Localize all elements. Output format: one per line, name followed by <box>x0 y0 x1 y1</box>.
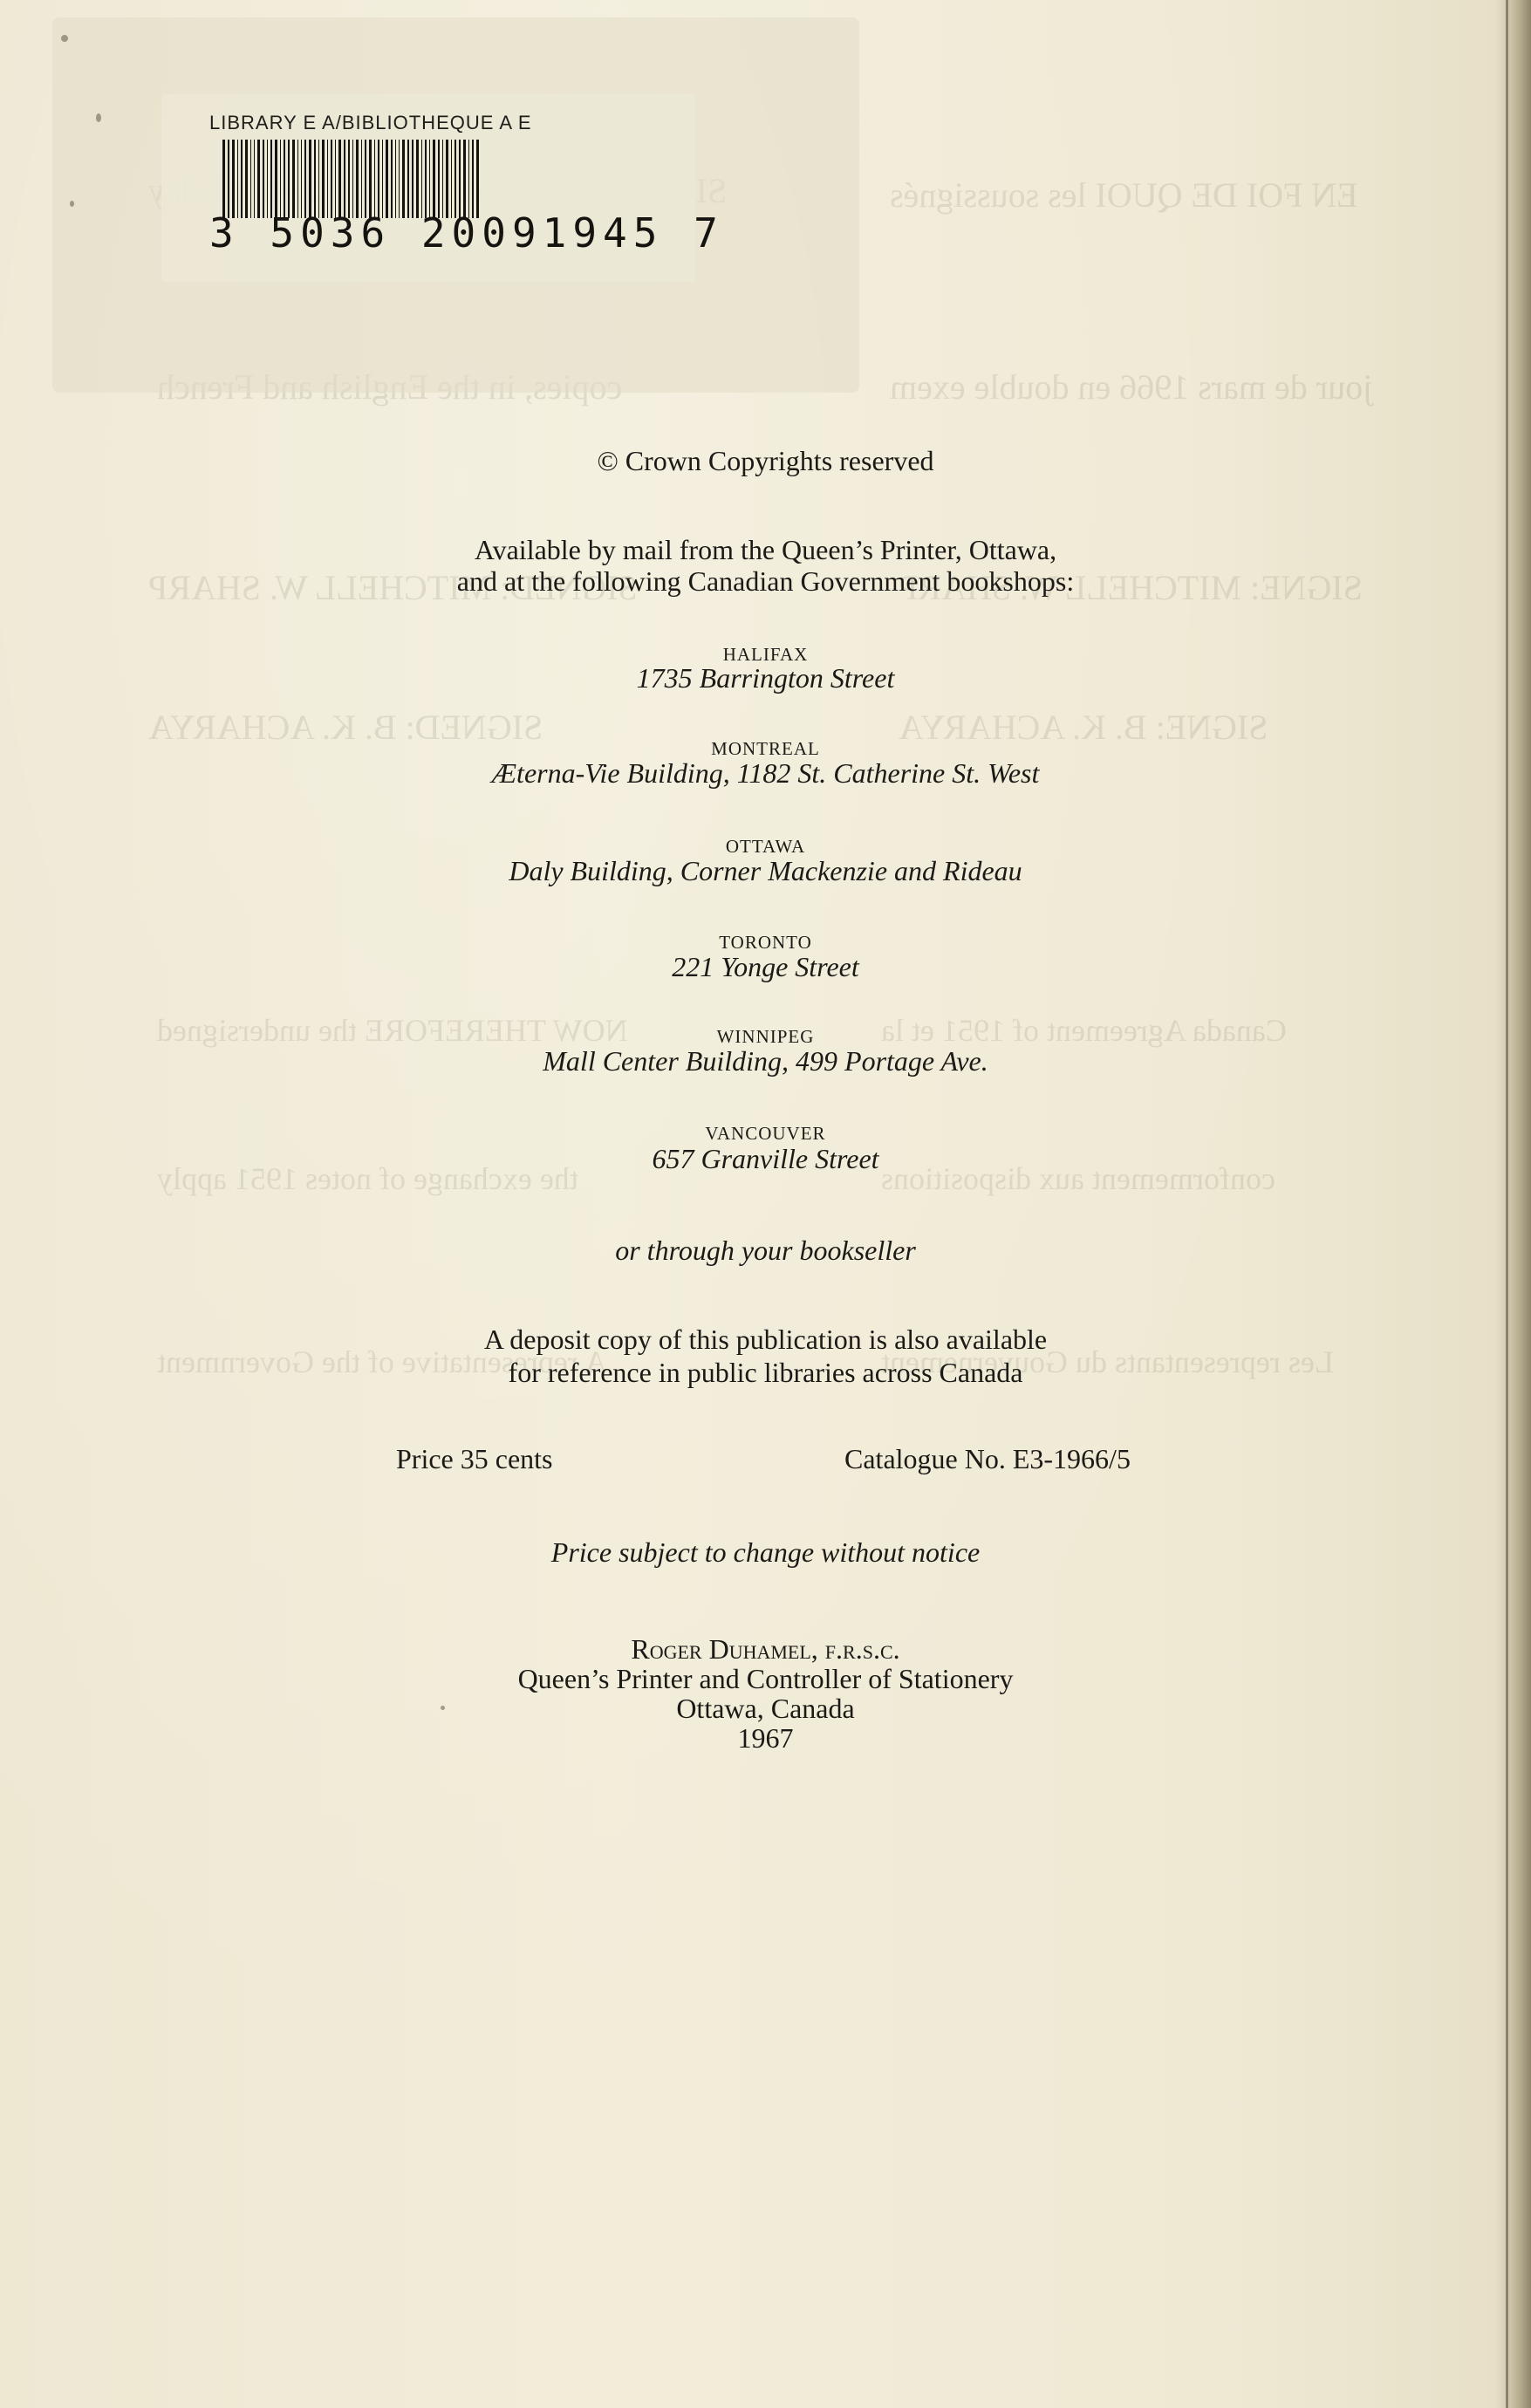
bookshop-city-halifax: HALIFAX <box>722 644 809 665</box>
barcode-bar <box>407 140 409 218</box>
bookshop-address-montreal: Æterna-Vie Building, 1182 St. Catherine St. West <box>491 757 1040 789</box>
barcode-bar <box>267 140 268 218</box>
bookshop-address-ottawa: Daly Building, Corner Mackenzie and Rideau <box>509 855 1022 886</box>
publication-year: 1967 <box>737 1722 794 1754</box>
barcode-bar <box>318 140 319 218</box>
barcode-bar <box>232 140 235 218</box>
barcode-bar <box>241 140 243 218</box>
barcode-bar <box>378 140 379 218</box>
barcode-bar <box>304 140 306 218</box>
availability-line-1: Available by mail from the Queen’s Printer, Ottawa, <box>474 534 1057 565</box>
book-spine-edge <box>1494 0 1531 2408</box>
barcode-bar <box>386 140 388 218</box>
barcode-bar <box>245 140 248 218</box>
deposit-line-2: for reference in public libraries across Canada <box>508 1357 1023 1388</box>
barcode-bar <box>361 140 362 218</box>
bookseller-note: or through your bookseller <box>615 1235 916 1266</box>
bookshop-address-halifax: 1735 Barrington Street <box>636 662 895 694</box>
barcode-bar <box>228 140 229 218</box>
barcode-bar <box>395 140 396 218</box>
printer-title: Queen’s Printer and Controller of Stationery <box>517 1663 1014 1694</box>
barcode-number: 3 5036 20091945 7 <box>209 209 724 257</box>
barcode-bar <box>472 140 474 218</box>
copyright-notice: © Crown Copyrights reserved <box>597 445 934 476</box>
barcode-bar <box>309 140 311 218</box>
printer-place: Ottawa, Canada <box>676 1693 855 1724</box>
barcode-bar <box>292 140 295 218</box>
catalogue-number: Catalogue No. E3-1966/5 <box>844 1443 1131 1474</box>
bookshop-city-winnipeg: WINNIPEG <box>716 1026 815 1047</box>
bookshop-city-ottawa: OTTAWA <box>725 836 806 857</box>
barcode-bar <box>374 140 375 218</box>
barcode-bar <box>451 140 452 218</box>
barcode-bar <box>348 140 350 218</box>
paper-speck <box>70 201 74 207</box>
barcode-bar <box>263 140 264 218</box>
barcode-bar <box>250 140 251 218</box>
barcode-bar <box>270 140 272 218</box>
book-spine-shadow <box>1506 0 1508 2408</box>
printer-name: Roger Duhamel, f.r.s.c. <box>631 1633 900 1665</box>
barcode-bar <box>314 140 316 218</box>
bookshop-address-winnipeg: Mall Center Building, 499 Portage Ave. <box>543 1045 988 1077</box>
barcode-bar <box>331 140 332 218</box>
barcode-bar <box>433 140 435 218</box>
barcode-bar <box>446 140 448 218</box>
barcode-bar <box>463 140 466 218</box>
deposit-line-1: A deposit copy of this publication is also available <box>483 1324 1048 1355</box>
barcode-bar <box>356 140 359 218</box>
barcode-bar <box>322 140 325 218</box>
barcode-bar <box>297 140 298 218</box>
barcode-bar <box>399 140 400 218</box>
barcode-bar <box>284 140 285 218</box>
bookshop-address-toronto: 221 Yonge Street <box>672 951 859 982</box>
barcode-bar <box>288 140 290 218</box>
barcode-bar <box>301 140 302 218</box>
barcode-bar <box>468 140 469 218</box>
document-page: EN FOI DE QUOI les soussignés jour de mars 1966 en double exem SIGNED: MITCHELL W. SHARP SIGNE: MITCHELL W. SHARP SIGNED: B. K. ACHARYA SIGNE: B. K. ACHARYA NOW THEREFORE the undersigned Canada Agreement of 1951 et la the exchange of notes 1951 apply conformement aux dispositions A representative of the Government Les representants du Gouvernement LIBRARY E A/BIBLIOTHEQUE A E 3 5036 20091945 7 © Crown Copyrights reserved Available by mail from the Queen’s Printer, Ottawa, and at the following Canadian Government bookshops: HALIFAX 1735 Barrington Street MONTREAL Æterna-Vie Building, 1182 St. Catherine St. West OTTAWA Daly Building, Corner Mackenzie and Rideau TORONTO 221 Yonge Street WINNIPEG Mall Center Building, 499 Portage Ave. VANCOUVER 657 Granville Street or through your bookseller A deposit copy of this publication is also available for reference in public libraries across Canada Price 35 cents Catalogue No. E3-1966/5 Price subject to change without notice Roger Duhamel, f.r.s.c. Queen’s Printer and Controller of Stationery Ottawa, Canada 1967 <box>0 0 1531 2408</box>
barcode-bar <box>327 140 328 218</box>
barcode-bar <box>382 140 383 218</box>
barcode-bar <box>257 140 260 218</box>
barcode-bar <box>421 140 422 218</box>
barcode-bar <box>391 140 393 218</box>
barcode-bar <box>412 140 414 218</box>
barcode-bar <box>335 140 336 218</box>
bookshop-city-toronto: TORONTO <box>719 932 812 953</box>
barcode-bar <box>352 140 353 218</box>
bookshop-address-vancouver: 657 Granville Street <box>652 1143 879 1174</box>
barcode-bar <box>275 140 277 218</box>
paper-speck <box>441 1706 445 1710</box>
barcode-bar <box>425 140 427 218</box>
barcode-bar <box>369 140 372 218</box>
price-notice: Price subject to change without notice <box>550 1536 981 1568</box>
barcode-bar <box>442 140 443 218</box>
barcode-bar <box>237 140 238 218</box>
availability-line-2: and at the following Canadian Government bookshops: <box>456 565 1075 597</box>
barcode-bar <box>402 140 405 218</box>
barcode-bar <box>280 140 281 218</box>
barcode-bar <box>344 140 345 218</box>
barcode-bar <box>476 140 479 218</box>
paper-speck <box>96 113 101 122</box>
barcode-image <box>222 140 632 218</box>
barcode-bar <box>338 140 341 218</box>
barcode-bar <box>429 140 430 218</box>
barcode-bar <box>438 140 440 218</box>
barcode-bar <box>416 140 419 218</box>
bookshop-city-montreal: MONTREAL <box>711 738 820 759</box>
barcode-bar <box>455 140 456 218</box>
price: Price 35 cents <box>396 1443 553 1474</box>
barcode-bar <box>254 140 255 218</box>
barcode-bar <box>459 140 461 218</box>
library-label-title: LIBRARY E A/BIBLIOTHEQUE A E <box>209 112 532 133</box>
bookshop-city-vancouver: VANCOUVER <box>705 1123 826 1144</box>
paper-speck <box>61 35 68 42</box>
barcode-bar <box>222 140 225 218</box>
barcode-bar <box>365 140 366 218</box>
